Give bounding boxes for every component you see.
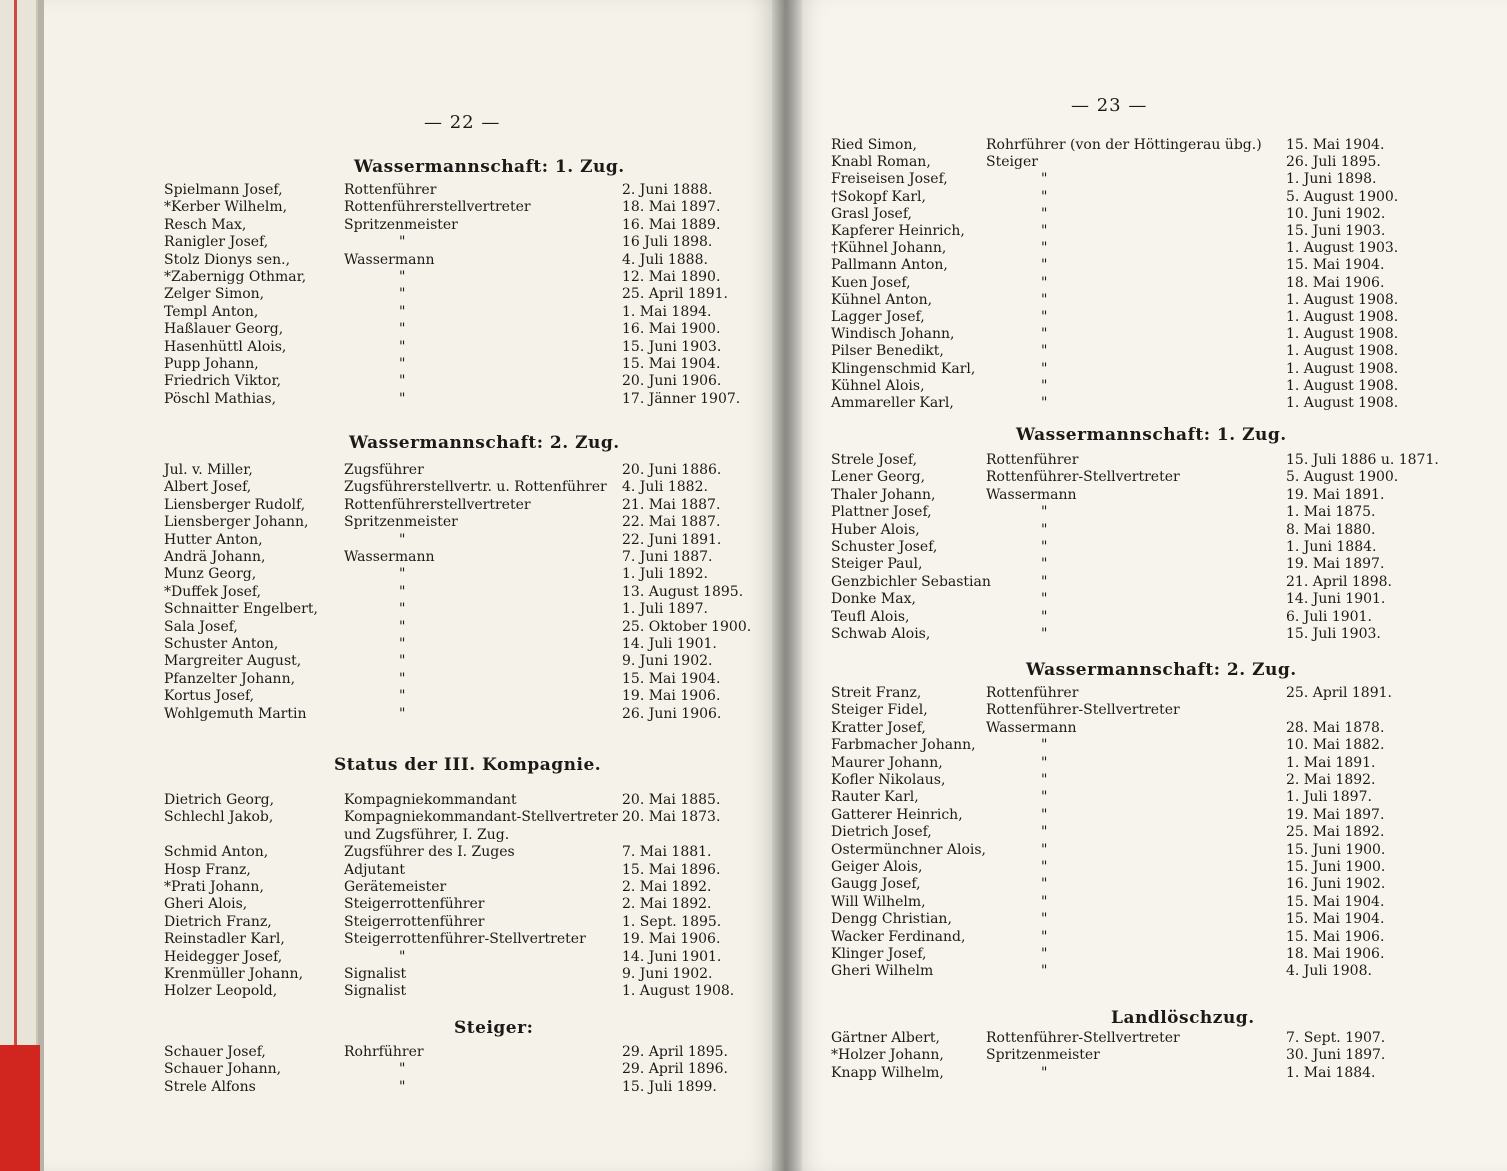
member-name: Dietrich Franz, [164,913,272,930]
member-date: 2. Juni 1888. [622,182,713,198]
member-date: 15. Mai 1906. [1286,928,1385,945]
member-role: " [1041,171,1048,188]
member-role: " [399,566,406,583]
member-name: Haßlauer Georg, [164,321,284,338]
red-cover-corner [0,1045,40,1171]
member-name: Windisch Johann, [831,326,955,343]
member-date: 22. Juni 1891. [622,531,722,548]
member-role: " [1041,754,1048,771]
red-edge-line [14,0,17,1171]
member-name: Margreiter August, [164,653,302,670]
member-name: *Prati Johann, [164,879,264,895]
member-date: 1. Juli 1897. [622,601,708,618]
member-date: 15. Mai 1904. [1286,911,1385,928]
member-name: *Zabernigg Othmar, [164,269,307,285]
member-role: Gerätemeister [344,879,447,895]
member-date: 8. Mai 1880. [1286,521,1376,538]
member-name: Schauer Josef, [164,1044,266,1060]
member-name: Schnaitter Engelbert, [164,601,318,618]
member-name: Jul. v. Miller, [164,462,253,478]
member-role: " [399,234,406,251]
member-date: 4. Juli 1908. [1286,963,1372,980]
member-name: †Sokopf Karl, [831,188,926,205]
member-name: Gheri Alois, [164,896,248,913]
member-name: Rauter Karl, [831,789,919,806]
member-role: Spritzenmeister [986,1047,1100,1064]
member-role: Spritzenmeister [344,514,458,531]
member-date: 28. Mai 1878. [1286,719,1385,736]
member-date: 20. Mai 1873. [622,809,721,826]
member-name: Ammareller Karl, [831,395,954,411]
member-name: *Kerber Wilhelm, [164,199,288,216]
member-date: 16 Juli 1898. [622,234,713,251]
member-role: " [1041,928,1048,945]
member-date: 5. August 1900. [1286,188,1399,205]
member-name: Huber Alois, [831,521,920,538]
member-name: Krenmüller Johann, [164,966,304,982]
member-name: Klinger Josef, [831,946,927,962]
member-name: Teufl Alois, [831,608,910,625]
member-role: " [399,688,406,705]
member-name: Kofler Nikolaus, [831,772,946,788]
member-role: " [399,670,406,687]
member-date: 19. Mai 1906. [622,931,721,948]
member-name: Knabl Roman, [831,154,931,171]
member-date: 18. Mai 1906. [1286,274,1385,291]
member-name: Albert Josef, [164,479,252,496]
member-role: Kompagniekommandant-Stellvertreter [344,809,618,826]
member-role: Steiger [986,154,1038,171]
member-role: Rohrführer (von der Höttingerau übg.) [986,137,1262,153]
member-name: Zelger Simon, [164,286,265,303]
member-role: " [399,1078,406,1095]
member-role: " [1041,309,1048,325]
member-name: Will Wilhelm, [831,893,926,910]
member-date: 15. Juli 1903. [1286,626,1381,642]
member-role: " [1041,205,1048,222]
member-name: Steiger Paul, [831,556,923,573]
member-role: " [399,601,406,618]
member-role: " [1041,911,1048,928]
member-name: Freiseisen Josef, [831,171,948,188]
member-role: Rohrführer [344,1044,424,1060]
member-date: 6. Juli 1901. [1286,608,1372,625]
member-name: Holzer Leopold, [164,983,278,1000]
member-role: " [1041,626,1048,642]
member-date: 1. August 1908. [1286,291,1399,308]
member-name: Hutter Anton, [164,531,263,548]
member-role: " [1041,240,1048,257]
member-date: 19. Mai 1897. [1286,556,1385,573]
member-name: Streit Franz, [831,685,922,701]
member-date: 1. Mai 1891. [1286,754,1376,771]
section-title: Status der III. Kompagnie. [334,755,602,775]
member-date: 16. Mai 1900. [622,321,721,338]
member-name: Pöschl Mathias, [164,390,277,407]
member-date: 7. Sept. 1907. [1286,1030,1386,1046]
member-name: Strele Alfons [164,1078,256,1095]
member-date: 1. Juli 1892. [622,566,708,583]
member-date: 19. Mai 1897. [1286,806,1385,823]
member-date: 21. Mai 1887. [622,496,721,513]
member-name: Kortus Josef, [164,688,255,705]
member-role: Adjutant [344,861,406,878]
member-name: Ostermünchner Alois, [831,841,987,858]
member-date: 4. Juli 1882. [622,479,708,496]
member-role: " [399,269,406,285]
member-name: Maurer Johann, [831,754,943,771]
member-name: Reinstadler Karl, [164,931,285,948]
member-name: Plattner Josef, [831,504,932,521]
section-title: Wassermannschaft: 1. Zug. [354,157,625,177]
member-name: *Holzer Johann, [831,1047,944,1064]
member-name: Templ Anton, [164,303,259,320]
member-date: 7. Mai 1881. [622,844,712,861]
member-date: 1. August 1908. [1286,395,1399,411]
member-date: 15. Juni 1903. [622,338,722,355]
member-role: " [1041,859,1048,875]
member-role: " [399,705,406,722]
member-date: 16. Juni 1902. [1286,876,1386,893]
member-name: Kratter Josef, [831,719,926,736]
member-role: " [1041,893,1048,910]
member-role: " [1041,539,1048,555]
member-name: Hasenhüttl Alois, [164,338,287,355]
member-date: 29. April 1896. [622,1061,728,1078]
member-date: 15. Mai 1904. [1286,893,1385,910]
member-role: " [1041,608,1048,625]
book-edge [0,0,38,1110]
member-role: Wassermann [986,719,1077,736]
member-name: Lener Georg, [831,469,926,486]
member-date: 1. August 1908. [1286,309,1399,325]
member-date: 1. Juni 1884. [1286,539,1377,555]
member-date: 1. August 1908. [1286,343,1399,360]
member-role: " [399,1061,406,1078]
member-name: Hosp Franz, [164,861,251,878]
member-date: 29. April 1895. [622,1044,728,1060]
member-name: Liensberger Johann, [164,514,309,531]
member-date: 22. Mai 1887. [622,514,721,531]
member-date: 9. Juni 1902. [622,966,713,982]
member-date: 13. August 1895. [622,583,744,600]
member-role: " [399,948,406,965]
member-date: 2. Mai 1892. [622,896,712,913]
member-role: " [399,338,406,355]
member-name: Gheri Wilhelm [831,963,934,980]
member-date: 4. Juli 1888. [622,251,708,268]
member-role: " [1041,343,1048,360]
member-date: 15. Mai 1904. [1286,257,1385,274]
member-role: " [399,583,406,600]
member-name: Ried Simon, [831,137,917,153]
member-role: " [1041,188,1048,205]
member-name: Strele Josef, [831,452,918,468]
member-name: Resch Max, [164,216,247,233]
member-date: 1. Juni 1898. [1286,171,1377,188]
member-name: Genzbichler Sebastian [831,573,991,590]
member-date: 15. Juni 1903. [1286,223,1386,239]
member-name: Liensberger Rudolf, [164,496,306,513]
member-name: Wohlgemuth Martin [164,705,307,722]
member-role: Rottenführer [986,452,1079,468]
member-role: " [1041,223,1048,239]
member-role: " [399,303,406,320]
member-role: " [1041,737,1048,754]
member-date: 20. Juni 1886. [622,462,722,478]
member-role: Signalist [344,966,407,982]
member-role: " [1041,556,1048,573]
page-number: — 22 — [424,112,501,133]
member-role: " [1041,963,1048,980]
member-date: 1. August 1908. [1286,377,1399,394]
member-name: Grasl Josef, [831,205,912,222]
member-role: " [1041,257,1048,274]
member-name: Pupp Johann, [164,356,259,372]
member-date: 15. Mai 1904. [1286,137,1385,153]
member-name: Gärtner Albert, [831,1030,940,1046]
member-date: 26. Juli 1895. [1286,154,1381,171]
member-name: Ranigler Josef, [164,234,269,251]
member-name: Munz Georg, [164,566,257,583]
member-role: " [1041,377,1048,394]
member-name: *Duffek Josef, [164,583,262,600]
member-date: 25. Oktober 1900. [622,618,752,635]
member-name: Sala Josef, [164,618,238,635]
member-date: 14. Juni 1901. [1286,591,1386,608]
section-title: Steiger: [454,1018,534,1038]
member-role: " [1041,274,1048,291]
member-name: Wacker Ferdinand, [831,928,966,945]
member-role: " [1041,946,1048,962]
left-page [44,0,786,1171]
book-gutter [772,0,802,1171]
member-name: Schmid Anton, [164,844,269,861]
member-name: Klingenschmid Karl, [831,360,976,377]
member-name: Pilser Benedikt, [831,343,944,360]
right-page [786,0,1507,1171]
member-role: Rottenführer [344,182,437,198]
member-date: 15. Mai 1896. [622,861,721,878]
member-role: Rottenführer-Stellvertreter [986,1030,1180,1046]
member-name: Kapferer Heinrich, [831,223,965,239]
member-date: 15. Juni 1900. [1286,841,1386,858]
member-role: " [1041,326,1048,343]
member-date: 25. Mai 1892. [1286,824,1385,841]
member-date: 1. Mai 1894. [622,303,712,320]
member-date: 2. Mai 1892. [1286,772,1376,788]
member-name: Gatterer Heinrich, [831,806,963,823]
member-role: " [1041,841,1048,858]
member-date: 14. Juni 1901. [622,948,722,965]
member-name: Andrä Johann, [164,549,266,565]
member-name: Schuster Anton, [164,636,279,652]
member-role: " [399,531,406,548]
member-date: 1. Mai 1884. [1286,1064,1376,1081]
member-role: " [1041,591,1048,608]
member-date: 18. Mai 1897. [622,199,721,216]
member-date: 10. Juni 1902. [1286,205,1386,222]
member-name: Spielmann Josef, [164,182,283,198]
member-role: " [1041,360,1048,377]
member-date: 15. Juli 1899. [622,1078,717,1095]
member-role: " [399,373,406,390]
member-role: " [1041,772,1048,788]
section-title: Wassermannschaft: 2. Zug. [1026,660,1297,680]
member-date: 19. Mai 1891. [1286,486,1385,503]
member-role: " [399,286,406,303]
member-name: Schuster Josef, [831,539,938,555]
member-name: Donke Max, [831,591,916,608]
member-date: 15. Mai 1904. [622,356,721,372]
member-role: Rottenführer [986,685,1079,701]
member-date: 17. Jänner 1907. [622,390,741,407]
member-role: Wassermann [344,251,435,268]
member-date: 21. April 1898. [1286,573,1392,590]
member-role: Wassermann [986,486,1077,503]
member-name: Dietrich Josef, [831,824,932,841]
member-role: " [1041,806,1048,823]
member-date: 10. Mai 1882. [1286,737,1385,754]
member-date: 16. Mai 1889. [622,216,721,233]
member-date: 1. August 1908. [1286,360,1399,377]
member-name: Knapp Wilhelm, [831,1064,944,1081]
member-date: 26. Juni 1906. [622,705,722,722]
member-date: 7. Juni 1887. [622,549,713,565]
member-role: " [399,618,406,635]
member-role: " [1041,824,1048,841]
member-role: " [399,390,406,407]
member-name: Schwab Alois, [831,626,931,642]
member-role: " [1041,291,1048,308]
member-date: 30. Juni 1897. [1286,1047,1386,1064]
member-date: 15. Mai 1904. [622,670,721,687]
member-role: " [1041,789,1048,806]
member-name: Gaugg Josef, [831,876,921,893]
member-name: Kuen Josef, [831,274,911,291]
member-role: " [399,636,406,652]
member-name: Schlechl Jakob, [164,809,274,826]
member-date: 18. Mai 1906. [1286,946,1385,962]
member-date: 20. Juni 1906. [622,373,722,390]
member-role: " [399,321,406,338]
member-date: 1. August 1903. [1286,240,1399,257]
member-name: Steiger Fidel, [831,702,928,719]
member-role: Steigerrottenführer [344,913,485,930]
member-name: Geiger Alois, [831,859,923,875]
member-name: Pallmann Anton, [831,257,948,274]
member-role: Rottenführerstellvertreter [344,496,531,513]
member-name: †Kühnel Johann, [831,240,947,257]
member-role: " [1041,395,1048,411]
member-role: " [399,356,406,372]
member-role: und Zugsführer, I. Zug. [344,826,510,843]
member-name: Dengg Christian, [831,911,952,928]
member-name: Farbmacher Johann, [831,737,976,754]
member-role: " [1041,504,1048,521]
member-role: Rottenführer-Stellvertreter [986,702,1180,719]
member-date: 9. Juni 1902. [622,653,713,670]
member-date: 12. Mai 1890. [622,269,721,285]
member-role: " [1041,521,1048,538]
member-date: 15. Juni 1900. [1286,859,1386,875]
member-role: " [399,653,406,670]
member-name: Kühnel Anton, [831,291,933,308]
member-role: Kompagniekommandant [344,792,517,808]
member-role: " [1041,573,1048,590]
member-role: Spritzenmeister [344,216,458,233]
member-date: 1. August 1908. [1286,326,1399,343]
member-date: 19. Mai 1906. [622,688,721,705]
section-title: Landlöschzug. [1111,1008,1255,1028]
member-role: Steigerrottenführer [344,896,485,913]
member-date: 2. Mai 1892. [622,879,712,895]
member-role: Wassermann [344,549,435,565]
member-date: 1. Juli 1897. [1286,789,1372,806]
member-date: 15. Juli 1886 u. 1871. [1286,452,1439,468]
member-date: 1. Sept. 1895. [622,913,722,930]
member-role: Steigerrottenführer-Stellvertreter [344,931,586,948]
member-name: Schauer Johann, [164,1061,282,1078]
member-date: 5. August 1900. [1286,469,1399,486]
member-role: Zugsführer des I. Zuges [344,844,515,861]
member-date: 25. April 1891. [622,286,728,303]
member-date: 1. August 1908. [622,983,735,1000]
member-role: " [1041,1064,1048,1081]
member-role: Rottenführer-Stellvertreter [986,469,1180,486]
member-name: Heidegger Josef, [164,948,283,965]
member-role: Signalist [344,983,407,1000]
member-name: Kühnel Alois, [831,377,925,394]
member-date: 14. Juli 1901. [622,636,717,652]
member-name: Stolz Dionys sen., [164,251,291,268]
member-role: Zugsführerstellvertr. u. Rottenführer [344,479,607,496]
member-date: 1. Mai 1875. [1286,504,1376,521]
member-date: 20. Mai 1885. [622,792,721,808]
member-name: Lagger Josef, [831,309,925,325]
member-role: Rottenführerstellvertreter [344,199,531,216]
member-role: Zugsführer [344,462,424,478]
member-name: Friedrich Viktor, [164,373,282,390]
section-title: Wassermannschaft: 1. Zug. [1016,425,1287,445]
member-name: Thaler Johann, [831,486,936,503]
section-title: Wassermannschaft: 2. Zug. [349,433,620,453]
member-role: " [1041,876,1048,893]
page-number: — 23 — [1071,95,1148,116]
member-name: Pfanzelter Johann, [164,670,296,687]
member-name: Dietrich Georg, [164,792,275,808]
member-date: 25. April 1891. [1286,685,1392,701]
